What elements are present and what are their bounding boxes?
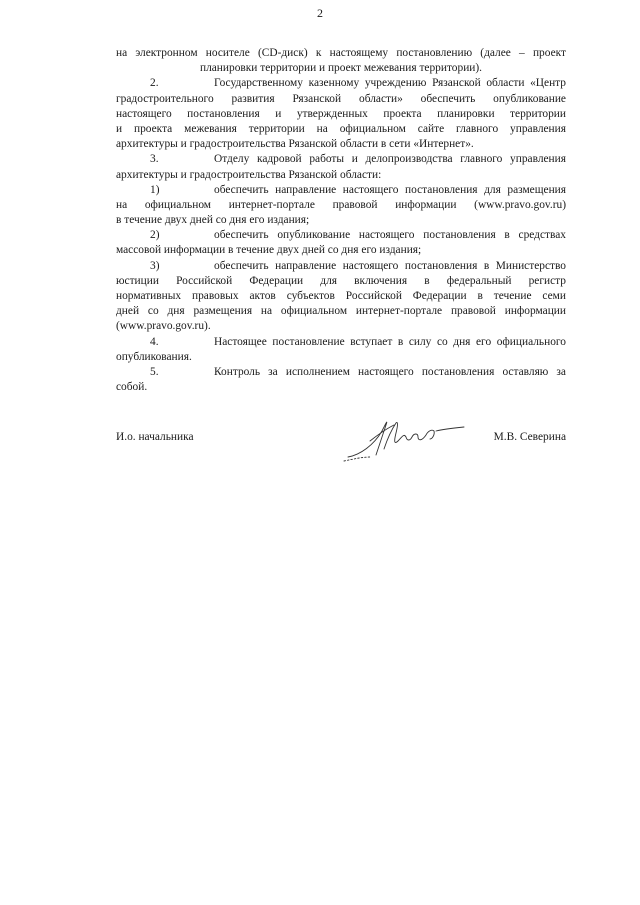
paragraph-first-line: 1) обеспечить направление настоящего постановления для размещения [116, 183, 566, 198]
text-line: (www.pravo.gov.ru). [116, 320, 211, 333]
text-line: юстиции Российской Федерации для включения в федеральный регистр [116, 274, 566, 287]
item-number: 1) [150, 183, 160, 196]
item-number: 3) [150, 259, 160, 272]
item-number: 2) [150, 229, 160, 242]
handwritten-signature [340, 411, 470, 463]
text-line: градостроительного развития Рязанской области» обеспечить опубликование [116, 92, 566, 105]
signatory-name: М.В. Северина [493, 431, 566, 443]
page-number: 2 [317, 6, 323, 20]
item-number: 5. [150, 365, 159, 378]
paragraph-first-line: 4. Настоящее постановление вступает в силу со дня его официального [116, 335, 566, 350]
text-line: архитектуры и градостроительства Рязанской области: [116, 168, 382, 181]
item-number: 4. [150, 335, 159, 348]
document-body [116, 46, 566, 395]
text-line: собой. [116, 381, 148, 394]
text-line: нормативных правовых актов субъектов Российской Федерации в течение семи [116, 290, 566, 302]
text-line: в течение двух дней со дня его издания; [116, 214, 310, 227]
item-number: 2. [150, 77, 159, 90]
signature-block [116, 425, 566, 465]
item-number: 3. [150, 153, 159, 166]
paragraph-first-line: 2. Государственному казенному учреждению Рязанской области «Центр [116, 76, 566, 91]
text-line: и проекта межевания территории на официальном сайте главного управления [116, 122, 566, 135]
text-line: на электронном носителе (CD-диск) к настоящему постановлению (далее – проект [116, 47, 566, 59]
text-line: дней со дня размещения на официальном интернет-портале правовой информации [116, 305, 566, 318]
text-line: настоящего постановления и утвержденных проекта планировки территории [116, 107, 566, 120]
text-line: планировки территории и проект межевания территории). [199, 62, 483, 75]
paragraph-first-line: 5. Контроль за исполнением настоящего постановления оставляю за [116, 365, 566, 380]
paragraph-first-line: 3) обеспечить направление настоящего постановления в Министерство [116, 259, 566, 274]
paragraph-first-line: 2) обеспечить опубликование настоящего постановления в средствах [116, 228, 566, 243]
text-line: массовой информации в течение двух дней со дня его издания; [116, 244, 422, 257]
text-line: архитектуры и градостроительства Рязанской области в сети «Интернет». [116, 138, 474, 151]
text-line: на официальном интернет-портале правовой информации (www.pravo.gov.ru) [116, 198, 566, 211]
signatory-position: И.о. начальника [116, 431, 194, 443]
text-line: опубликования. [116, 350, 192, 363]
paragraph-first-line: 3. Отделу кадровой работы и делопроизводства главного управления [116, 152, 566, 167]
